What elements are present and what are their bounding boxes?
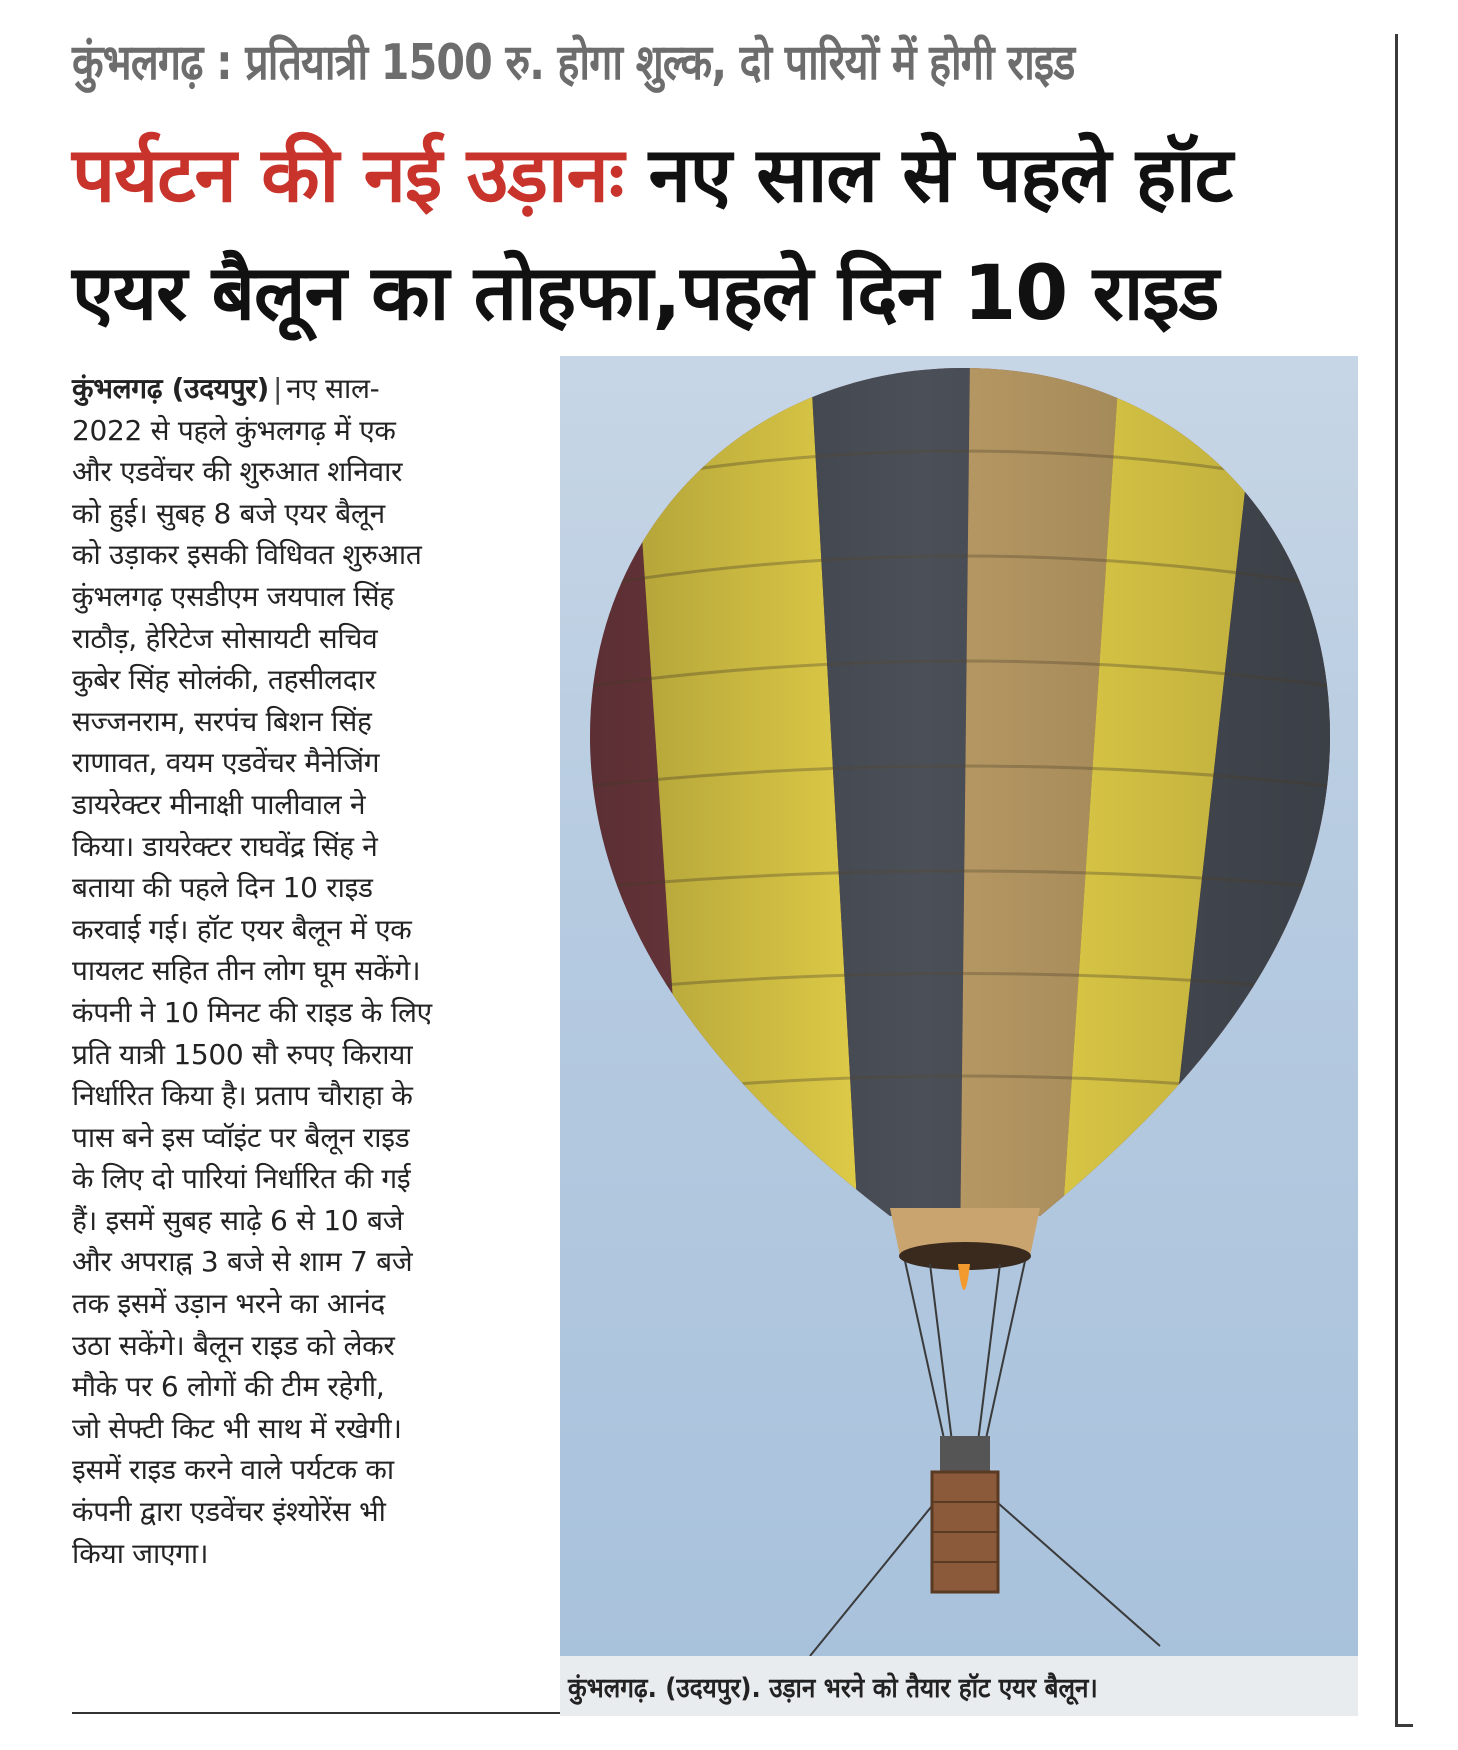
photo-caption: कुंभलगढ़. (उदयपुर). उड़ान भरने को तैयार हॉट एयर बैलून।	[568, 1673, 1098, 1704]
body-line: को उड़ाकर इसकी विधिवत शुरुआत	[72, 538, 422, 572]
body-line: कंपनी द्वारा एडवेंचर इंश्योरेंस भी	[72, 1495, 386, 1529]
column-rule	[1395, 34, 1398, 1724]
body-line: बताया की पहले दिन 10 राइड	[72, 871, 373, 905]
body-line: नए साल-	[286, 372, 380, 405]
hot-air-balloon-illustration	[560, 356, 1358, 1656]
body-line: और एडवेंचर की शुरुआत शनिवार	[72, 455, 403, 489]
headline-line-1-rest: नए साल से पहले हॉट	[623, 130, 1233, 219]
body-line: कुंभलगढ़ एसडीएम जयपाल सिंह	[72, 579, 394, 613]
balloon-photo	[560, 356, 1358, 1656]
body-line: डायरेक्टर मीनाक्षी पालीवाल ने	[72, 787, 366, 821]
body-line: और अपराह्न 3 बजे से शाम 7 बजे	[72, 1245, 413, 1279]
body-line: निर्धारित किया है। प्रताप चौराहा के	[72, 1079, 413, 1113]
body-bottom-rule	[72, 1712, 560, 1714]
body-line: तक इसमें उड़ान भरने का आनंद	[72, 1287, 385, 1321]
column-rule-foot	[1395, 1724, 1413, 1727]
body-line: जो सेफ्टी किट भी साथ में रखेगी।	[72, 1411, 402, 1445]
body-line: इसमें राइड करने वाले पर्यटक का	[72, 1453, 394, 1487]
body-line: किया जाएगा।	[72, 1536, 209, 1570]
body-line: सज्जनराम, सरपंच बिशन सिंह	[72, 704, 372, 738]
body-line: कुबेर सिंह सोलंकी, तहसीलदार	[72, 663, 376, 697]
article-body	[72, 368, 532, 1574]
body-line: प्रति यात्री 1500 सौ रुपए किराया	[72, 1037, 413, 1071]
body-line: राणावत, वयम एडवेंचर मैनेजिंग	[72, 746, 380, 780]
headline-line-1	[72, 116, 1372, 234]
body-line: को हुई। सुबह 8 बजे एयर बैलून	[72, 496, 385, 530]
headline-accent: पर्यटन की नई उड़ानः	[72, 130, 624, 219]
body-line: हैं। इसमें सुबह साढ़े 6 से 10 बजे	[72, 1203, 404, 1237]
burner-flame-icon	[958, 1264, 970, 1290]
headline-line-2: एयर बैलून का तोहफा,पहले दिन 10 राइड	[72, 248, 1219, 337]
balloon-envelope	[560, 356, 1358, 1256]
dateline: कुंभलगढ़ (उदयपुर)	[72, 372, 269, 405]
body-line: किया। डायरेक्टर राघवेंद्र सिंह ने	[72, 829, 378, 863]
body-line: उठा सकेंगे। बैलून राइड को लेकर	[72, 1328, 395, 1362]
body-line: राठौड़, हेरिटेज सोसायटी सचिव	[72, 621, 378, 655]
article-kicker: कुंभलगढ़ : प्रतियात्री 1500 रु. होगा शुल्क, दो पारियों में होगी राइड	[72, 34, 1075, 91]
body-line: के लिए दो पारियां निर्धारित की गई	[72, 1162, 411, 1196]
body-line: पास बने इस प्वॉइंट पर बैलून राइड	[72, 1120, 410, 1154]
body-line: पायलट सहित तीन लोग घूम सकेंगे।	[72, 954, 421, 988]
balloon-pilot-figures	[940, 1436, 990, 1476]
body-line: 2022 से पहले कुंभलगढ़ में एक	[72, 413, 396, 447]
article-headline	[72, 116, 1372, 352]
body-line: मौके पर 6 लोगों की टीम रहेगी,	[72, 1370, 385, 1404]
body-line: कंपनी ने 10 मिनट की राइड के लिए	[72, 995, 432, 1029]
body-first-line	[72, 368, 532, 410]
dateline-separator: |	[272, 372, 283, 405]
body-line: करवाई गई। हॉट एयर बैलून में एक	[72, 912, 412, 946]
